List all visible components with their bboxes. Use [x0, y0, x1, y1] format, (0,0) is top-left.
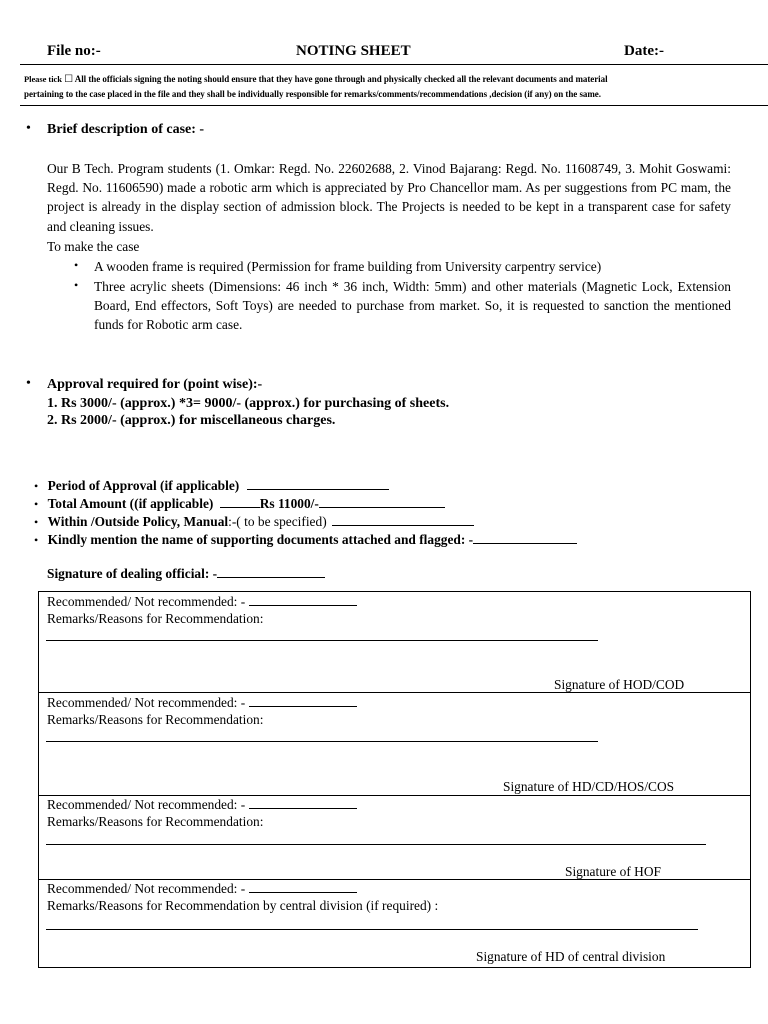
bullet-icon: •	[34, 515, 39, 529]
rec-separator	[39, 879, 750, 880]
file-no-label: File no:-	[47, 43, 101, 59]
rec-2-status-blank[interactable]	[249, 695, 357, 707]
rec-3-remarks-line[interactable]	[46, 844, 706, 845]
dealing-signature-blank[interactable]	[217, 566, 325, 578]
rec-3-status-blank[interactable]	[249, 797, 357, 809]
notice-text	[24, 72, 714, 102]
date-label: Date:-	[624, 43, 664, 59]
period-row	[34, 477, 389, 495]
documents-blank[interactable]	[473, 532, 577, 544]
period-blank[interactable]	[247, 478, 389, 490]
dealing-signature-row	[47, 565, 325, 583]
to-make-label: To make the case	[47, 239, 140, 254]
rec-separator	[39, 795, 750, 796]
policy-row	[34, 513, 474, 531]
policy-suffix: :-( to be specified)	[228, 514, 327, 529]
documents-row	[34, 531, 577, 549]
header-rule-top	[20, 64, 768, 65]
rec-3-status: Recommended/ Not recommended: -	[47, 797, 357, 813]
notice-lead: Please tick	[24, 74, 62, 84]
brief-paragraph: Our B Tech. Program students (1. Omkar: Regd. No. 22602688, 2. Vinod Bajarang: Regd. No. 11608749, 3. Mohit Goswami: Regd. No. 11606590) made a robotic arm which is appreciated by Pro Chancellor mam. As per suggestions from PC mam, the project is already in the display section of admission block. The Projects is needed to be kept in a transparent case for safety and cleaning issues.	[47, 161, 731, 234]
approval-line-2: 2. Rs 2000/- (approx.) for miscellaneous charges.	[47, 413, 336, 428]
rec-3-remarks: Remarks/Reasons for Recommendation:	[47, 814, 264, 829]
rec-3-signature: Signature of HOF	[565, 864, 661, 879]
rec-2-status: Recommended/ Not recommended: -	[47, 695, 357, 711]
total-value: Rs 11000/-	[259, 496, 319, 511]
approval-line-1: 1. Rs 3000/- (approx.) *3= 9000/- (approx.) for purchasing of sheets.	[47, 396, 450, 411]
brief-heading: Brief description of case: -	[47, 122, 205, 137]
policy-blank[interactable]	[332, 514, 474, 526]
approval-heading: Approval required for (point wise):-	[47, 377, 263, 392]
total-blank-pre[interactable]	[220, 496, 260, 508]
bullet-icon: •	[26, 121, 31, 136]
documents-label: Kindly mention the name of supporting documents attached and flagged: -	[47, 532, 474, 547]
rec-2-signature: Signature of HD/CD/HOS/COS	[503, 779, 675, 794]
rec-1-signature: Signature of HOD/COD	[554, 677, 685, 692]
rec-1-status: Recommended/ Not recommended: -	[47, 594, 357, 610]
total-row	[34, 495, 445, 513]
rec-1-remarks: Remarks/Reasons for Recommendation:	[47, 611, 264, 626]
total-blank-post[interactable]	[319, 496, 445, 508]
rec-separator	[39, 692, 750, 693]
bullet-icon: •	[34, 533, 39, 547]
dealing-signature-label: Signature of dealing official: -	[47, 566, 218, 581]
rec-2-remarks: Remarks/Reasons for Recommendation:	[47, 712, 264, 727]
rec-1-status-blank[interactable]	[249, 594, 357, 606]
rec-4-status-blank[interactable]	[249, 881, 357, 893]
notice-line-1: All the officials signing the noting should ensure that they have gone through and physically checked all the relevant documents and material	[74, 74, 608, 84]
header-rule-bottom	[20, 105, 768, 106]
bullet-icon: •	[34, 497, 39, 511]
bullet-icon: •	[34, 479, 39, 493]
brief-item-2: Three acrylic sheets (Dimensions: 46 inch * 36 inch, Width: 5mm) and other materials (Magnetic Lock, Extension Board, End effectors, Soft Toys) are needed to purchase from market. So, it is requested to sanction the mentioned funds for Robotic arm case.	[94, 279, 731, 333]
rec-4-signature: Signature of HD of central division	[476, 949, 666, 964]
total-label: Total Amount ((if applicable)	[47, 496, 214, 511]
period-label: Period of Approval (if applicable)	[47, 478, 240, 493]
bullet-icon: •	[74, 258, 79, 272]
rec-1-remarks-line[interactable]	[46, 640, 598, 641]
bullet-icon: •	[26, 376, 31, 391]
rec-4-remarks: Remarks/Reasons for Recommendation by central division (if required) :	[47, 898, 439, 913]
rec-4-status: Recommended/ Not recommended: -	[47, 881, 357, 897]
checkbox-icon[interactable]: ☐	[64, 74, 74, 85]
rec-4-remarks-line[interactable]	[46, 929, 698, 930]
bullet-icon: •	[74, 278, 79, 292]
brief-item-1: A wooden frame is required (Permission for frame building from University carpentry service)	[94, 259, 602, 274]
rec-2-remarks-line[interactable]	[46, 741, 598, 742]
policy-label: Within /Outside Policy, Manual	[47, 514, 229, 529]
recommendations-table	[38, 591, 751, 968]
page-title: NOTING SHEET	[296, 43, 411, 59]
notice-line-2: pertaining to the case placed in the file and they shall be individually responsible for remarks/comments/recommendations ,decision (if any) on the same.	[24, 89, 601, 99]
